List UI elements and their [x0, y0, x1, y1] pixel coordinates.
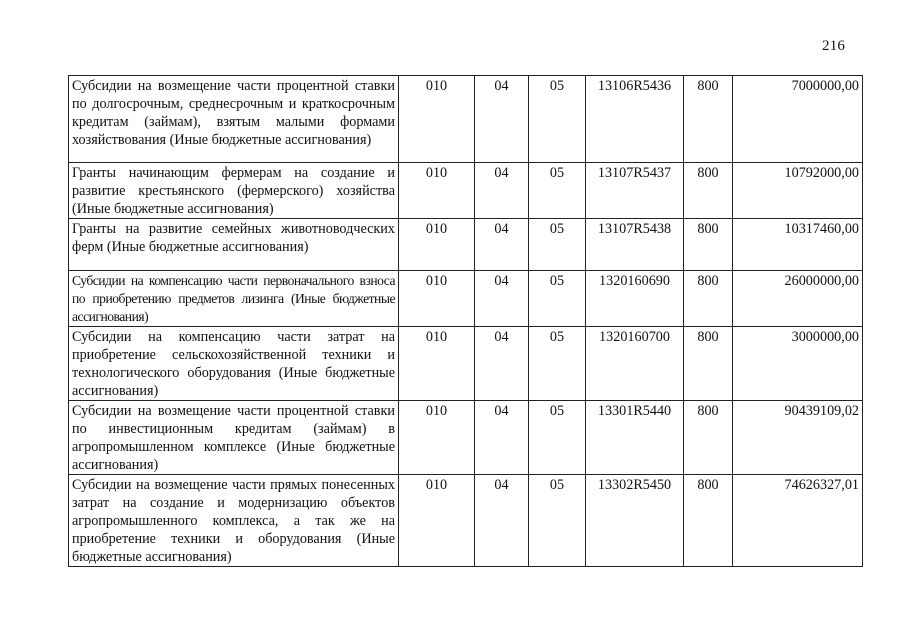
- ministry-code-cell: 010: [399, 271, 475, 327]
- subsection-code-cell: 05: [529, 163, 586, 219]
- expense-type-cell: 800: [684, 76, 733, 163]
- target-article-cell: 1320160700: [586, 327, 684, 401]
- amount-cell: 10317460,00: [733, 219, 863, 271]
- table-row: [69, 327, 863, 401]
- section-code-cell: 04: [475, 163, 529, 219]
- target-article-cell: 13106R5436: [586, 76, 684, 163]
- ministry-code-cell: 010: [399, 327, 475, 401]
- subsection-code-cell: 05: [529, 401, 586, 475]
- amount-cell: 10792000,00: [733, 163, 863, 219]
- ministry-code-cell: 010: [399, 163, 475, 219]
- table-row: [69, 475, 863, 567]
- section-code-cell: 04: [475, 401, 529, 475]
- amount-cell: 90439109,02: [733, 401, 863, 475]
- expense-type-cell: 800: [684, 219, 733, 271]
- ministry-code-cell: 010: [399, 401, 475, 475]
- row-name-cell: Субсидии на возмещение части процентной ставки по инвестиционным кредитам (займам) в агропромышленном комплексе (Иные бюджетные ассигнования): [69, 401, 399, 475]
- target-article-cell: 13107R5437: [586, 163, 684, 219]
- row-name-cell: Гранты на развитие семейных животноводческих ферм (Иные бюджетные ассигнования): [69, 219, 399, 271]
- row-name-cell: Гранты начинающим фермерам на создание и развитие крестьянского (фермерского) хозяйства (Иные бюджетные ассигнования): [69, 163, 399, 219]
- ministry-code-cell: 010: [399, 475, 475, 567]
- section-code-cell: 04: [475, 76, 529, 163]
- ministry-code-cell: 010: [399, 76, 475, 163]
- target-article-cell: 13301R5440: [586, 401, 684, 475]
- row-name-cell: Субсидии на возмещение части процентной ставки по долгосрочным, среднесрочным и краткосрочным кредитам (займам), взятым малыми формами хозяйствования (Иные бюджетные ассигнования): [69, 76, 399, 163]
- section-code-cell: 04: [475, 219, 529, 271]
- table-row: [69, 163, 863, 219]
- section-code-cell: 04: [475, 327, 529, 401]
- subsection-code-cell: 05: [529, 271, 586, 327]
- amount-cell: 7000000,00: [733, 76, 863, 163]
- expense-type-cell: 800: [684, 271, 733, 327]
- row-name-cell: Субсидии на компенсацию части первоначального взноса по приобретению предметов лизинга (Иные бюджетные ассигнования): [69, 271, 399, 327]
- table-row: [69, 271, 863, 327]
- expense-type-cell: 800: [684, 163, 733, 219]
- subsection-code-cell: 05: [529, 219, 586, 271]
- page-number: 216: [822, 38, 846, 54]
- target-article-cell: 1320160690: [586, 271, 684, 327]
- target-article-cell: 13107R5438: [586, 219, 684, 271]
- amount-cell: 3000000,00: [733, 327, 863, 401]
- subsection-code-cell: 05: [529, 475, 586, 567]
- section-code-cell: 04: [475, 475, 529, 567]
- subsection-code-cell: 05: [529, 76, 586, 163]
- section-code-cell: 04: [475, 271, 529, 327]
- expense-type-cell: 800: [684, 475, 733, 567]
- expense-type-cell: 800: [684, 327, 733, 401]
- table-row: [69, 76, 863, 163]
- budget-table: [68, 75, 863, 567]
- expense-type-cell: 800: [684, 401, 733, 475]
- table-row: [69, 401, 863, 475]
- amount-cell: 26000000,00: [733, 271, 863, 327]
- target-article-cell: 13302R5450: [586, 475, 684, 567]
- row-name-cell: Субсидии на возмещение части прямых понесенных затрат на создание и модернизацию объектов агропромышленного комплекса, а так же на приобретение техники и оборудования (Иные бюджетные ассигнования): [69, 475, 399, 567]
- table-row: [69, 219, 863, 271]
- ministry-code-cell: 010: [399, 219, 475, 271]
- subsection-code-cell: 05: [529, 327, 586, 401]
- row-name-cell: Субсидии на компенсацию части затрат на приобретение сельскохозяйственной техники и технологического оборудования (Иные бюджетные ассигнования): [69, 327, 399, 401]
- amount-cell: 74626327,01: [733, 475, 863, 567]
